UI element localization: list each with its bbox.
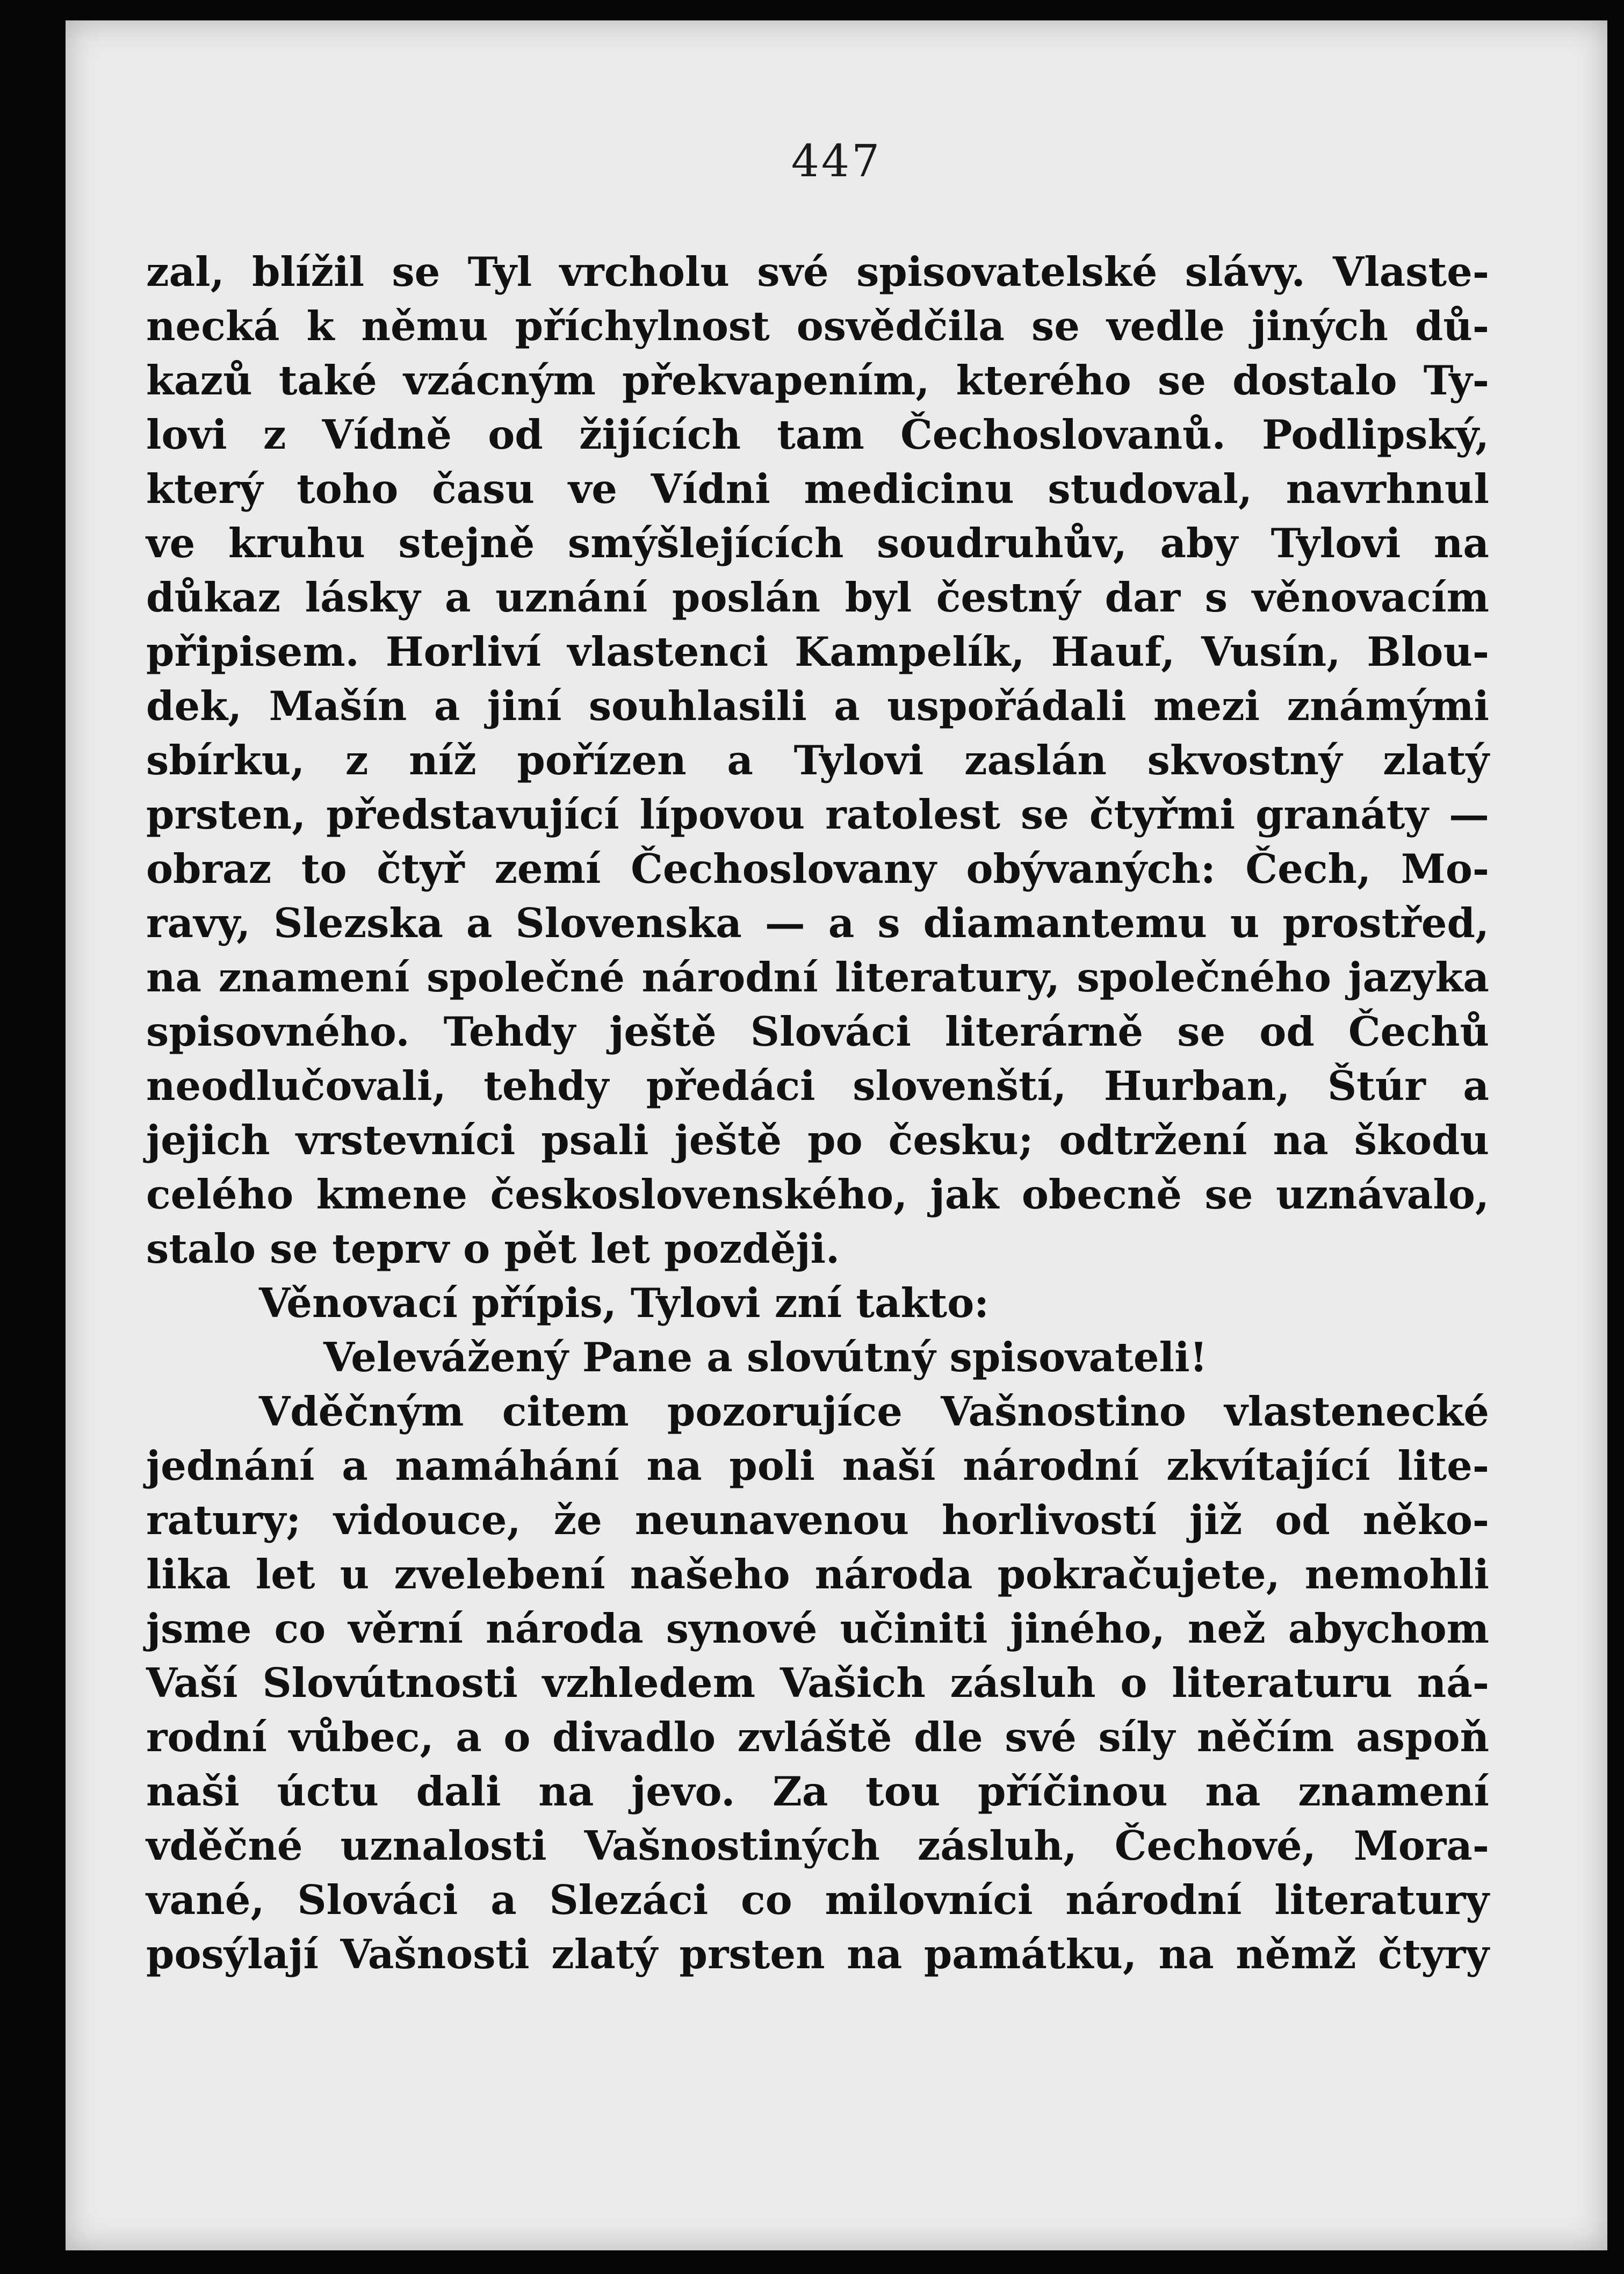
text-line-paragraph-start: Vděčným citem pozorujíce Vašnostino vlastenecké: [259, 1388, 1489, 1435]
page-number: 447: [791, 136, 882, 187]
text-line: lovi z Vídně od žijících tam Čechoslovanů. Podlipský,: [146, 411, 1489, 458]
text-line: celého kmene československého, jak obecně se uznávalo,: [146, 1171, 1489, 1218]
text-line: připisem. Horliví vlastenci Kampelík, Hauf, Vusín, Blou-: [146, 628, 1489, 675]
text-line: vděčné uznalosti Vašnostiných zásluh, Čechové, Mora-: [146, 1822, 1489, 1869]
text-line: naši úctu dali na jevo. Za tou příčinou na znamení: [146, 1768, 1489, 1815]
text-line: důkaz lásky a uznání poslán byl čestný dar s věnovacím: [146, 574, 1489, 621]
text-line: rodní vůbec, a o divadlo zvláště dle své síly něčím aspoň: [146, 1714, 1489, 1761]
text-line: ravy, Slezska a Slovenska — a s diamantemu u prostřed,: [146, 899, 1489, 947]
body-text: [146, 245, 1489, 1982]
text-line: ve kruhu stejně smýšlejících soudruhův, aby Tylovi na: [146, 520, 1489, 567]
text-line: zal, blížil se Tyl vrcholu své spisovatelské slávy. Vlaste-: [146, 248, 1489, 296]
text-line: na znamení společné národní literatury, společného jazyka: [146, 954, 1489, 1001]
text-line: obraz to čtyř zemí Čechoslovany obývaných: Čech, Mo-: [146, 845, 1489, 893]
text-line: necká k němu příchylnost osvědčila se vedle jiných dů-: [146, 303, 1489, 350]
text-line: ratury; vidouce, že neunavenou horlivostí již od něko-: [146, 1496, 1489, 1544]
text-line: jejich vrstevníci psali ještě po česku; odtržení na škodu: [146, 1117, 1489, 1164]
text-line: posýlají Vašnosti zlatý prsten na památku, na němž čtyry: [146, 1931, 1489, 1978]
text-line: sbírku, z níž pořízen a Tylovi zaslán skvostný zlatý: [146, 737, 1489, 784]
text-line: prsten, představující lípovou ratolest se čtyřmi granáty —: [146, 791, 1489, 838]
text-line: neodlučovali, tehdy předáci slovenští, Hurban, Štúr a: [146, 1062, 1489, 1110]
text-line: jednání a namáhání na poli naší národní zkvítající lite-: [146, 1442, 1489, 1489]
text-line: lika let u zvelebení našeho národa pokračujete, nemohli: [146, 1551, 1489, 1598]
letter-salutation: Velevážený Pane a slovútný spisovateli!: [323, 1334, 1208, 1381]
text-line-intro: Věnovací přípis, Tylovi zní takto:: [259, 1279, 989, 1327]
book-page: [66, 20, 1607, 2250]
text-line-paragraph-end: stalo se teprv o pět let později.: [146, 1225, 840, 1272]
text-line: spisovného. Tehdy ještě Slováci literárně se od Čechů: [146, 1008, 1489, 1055]
text-line: jsme co věrní národa synové učiniti jiného, než abychom: [146, 1605, 1489, 1652]
text-line: dek, Mašín a jiní souhlasili a uspořádali mezi známými: [146, 682, 1489, 730]
text-line: Vaší Slovútnosti vzhledem Vašich zásluh o literaturu ná-: [146, 1659, 1489, 1707]
text-line: který toho času ve Vídni medicinu studoval, navrhnul: [146, 465, 1489, 513]
text-line: vané, Slováci a Slezáci co milovníci národní literatury: [146, 1876, 1489, 1924]
text-line: kazů také vzácným překvapením, kterého se dostalo Ty-: [146, 357, 1489, 404]
